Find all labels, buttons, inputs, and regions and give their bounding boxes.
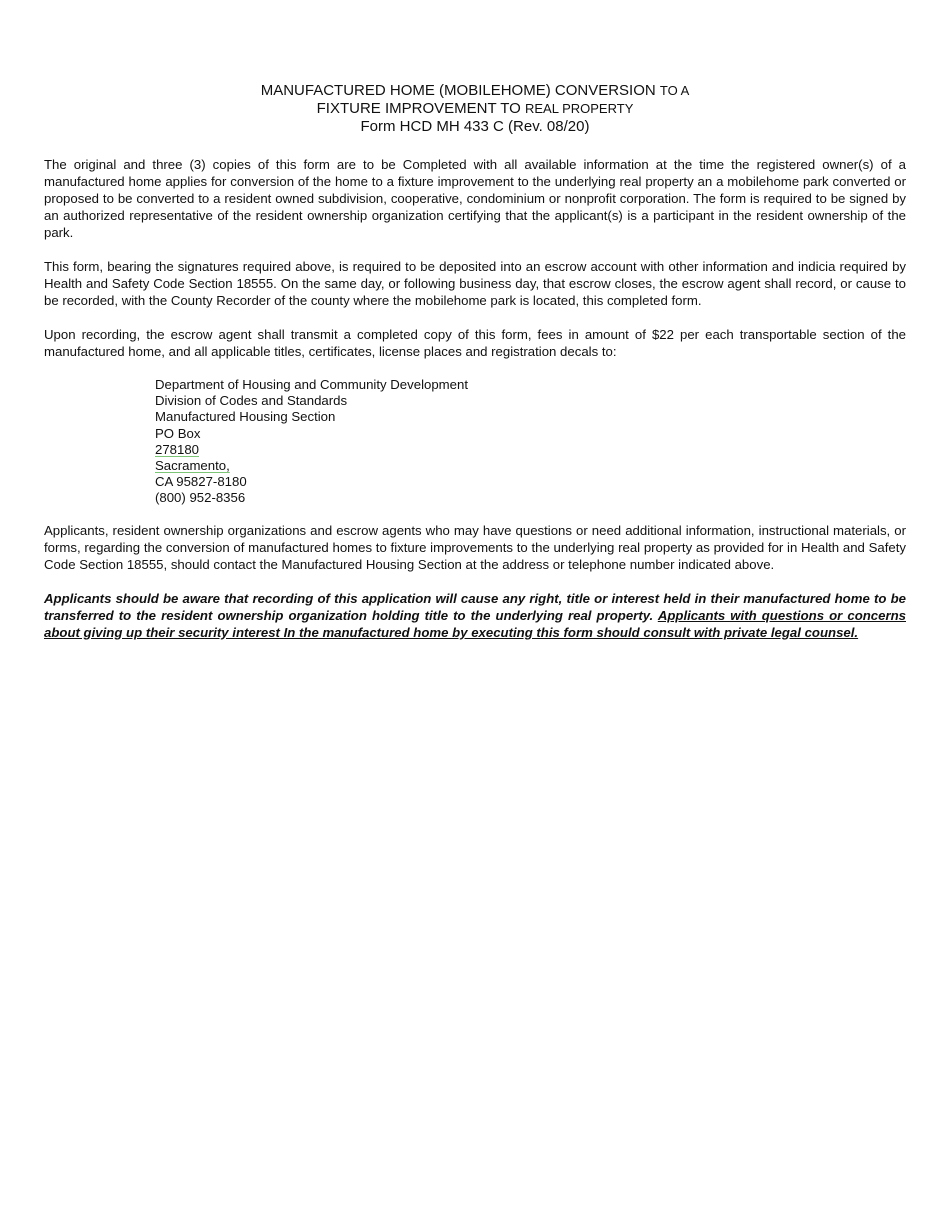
title-line-2-main: FIXTURE IMPROVEMENT TO	[316, 100, 521, 117]
po-box-number: 278180	[155, 441, 200, 457]
title-line-2-small: REAL PROPERTY	[525, 101, 634, 116]
paragraph-recording: Upon recording, the escrow agent shall transmit a completed copy of this form, fees in amount of $22 per each transportable section of the manufactured home, and all applicable titles, certificates, license places and registration decals to:	[44, 327, 906, 359]
mailing-address	[155, 377, 906, 507]
legal-warning-underlined: Applicants with questions or concerns about giving up their security interest In the manufactured home by executing this form should consult with private legal counsel.	[44, 607, 906, 640]
title-line-2	[44, 100, 906, 118]
title-line-1-main: MANUFACTURED HOME (MOBILEHOME) CONVERSION	[260, 82, 656, 99]
address-line-city	[155, 458, 906, 490]
address-city: Sacramento,	[155, 458, 230, 474]
address-line-department: Department of Housing and Community Development	[155, 377, 468, 392]
po-box-label: PO Box	[155, 425, 201, 441]
address-line-phone: (800) 952-8356	[155, 490, 246, 506]
paragraph-escrow: This form, bearing the signatures required above, is required to be deposited into an escrow account with other information and indicia required by Health and Safety Code Section 18555. On the same day, or following business day, that escrow closes, the escrow agent shall record, or cause to be recorded, with the County Recorder of the county where the mobilehome park is located, this completed form.	[44, 259, 906, 308]
address-state-zip: CA 95827-8180	[155, 474, 247, 490]
paragraph-instructions: The original and three (3) copies of this form are to be Completed with all available information at the time the registered owner(s) of a manufactured home applies for conversion of the home to a fixture improvement to the underlying real property an a mobilehome park converted or proposed to be converted to a resident owned subdivision, cooperative, condominium or nonprofit corporation. The form is required to be signed by an authorized representative of the resident ownership organization certifying that the applicant(s) is a participant in the resident ownership of the park.	[44, 157, 906, 240]
address-line-division: Division of Codes and Standards	[155, 393, 348, 409]
document-title	[44, 82, 906, 136]
paragraph-contact: Applicants, resident ownership organizations and escrow agents who may have questions or need additional information, instructional materials, or forms, regarding the conversion of manufactured homes to fixture improvements to the underlying real property as provided for in Health and Safety Code Section 18555, should contact the Manufactured Housing Section at the address or telephone number indicated above.	[44, 522, 906, 572]
document-page	[44, 82, 906, 641]
title-line-1	[44, 82, 906, 100]
address-line-po-box	[155, 426, 906, 458]
title-line-1-small: TO A	[659, 83, 690, 98]
legal-warning	[44, 590, 906, 641]
address-line-section: Manufactured Housing Section	[155, 409, 336, 425]
form-identifier: Form HCD MH 433 C (Rev. 08/20)	[360, 118, 590, 135]
legal-warning-text: Applicants should be aware that recording of this application will cause any right, title or interest held in their manufactured home to be transferred to the resident ownership organization holding title to the underlying real property.	[44, 590, 906, 623]
